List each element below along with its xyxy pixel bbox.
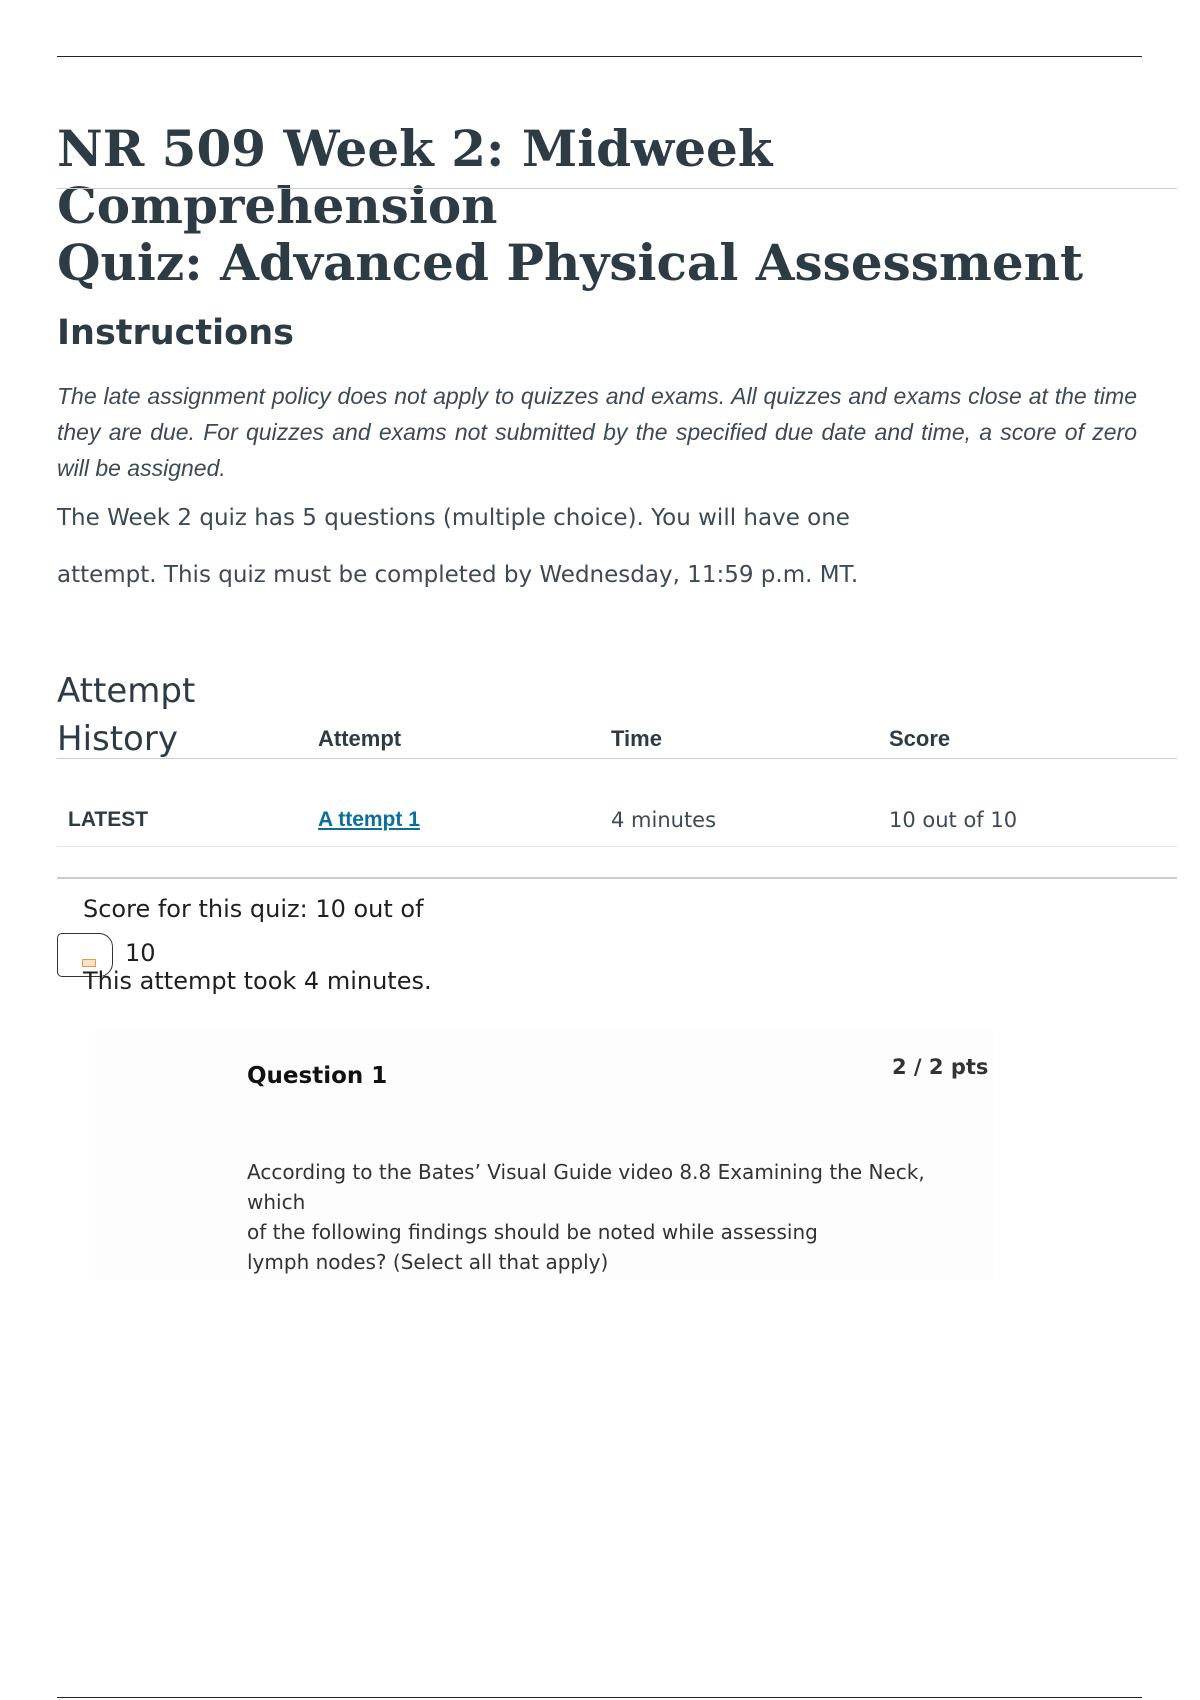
quiz-info-line-1: The Week 2 quiz has 5 questions (multiple choice). You will have one — [57, 505, 850, 531]
question-title: Question 1 — [247, 1063, 388, 1089]
quiz-score-total: 10 — [125, 939, 156, 967]
attempt-history-heading-line-1: Attempt — [57, 671, 196, 711]
page-title-line-2: Quiz: Advanced Physical Assessment — [57, 233, 1084, 292]
column-header-score: Score — [889, 726, 951, 751]
top-divider — [57, 56, 1142, 57]
question-text-line-1: According to the Bates’ Visual Guide video 8.8 Examining the Neck, which — [247, 1160, 925, 1214]
question-text-line-3: lymph nodes? (Select all that apply) — [247, 1250, 609, 1274]
question-text-line-2: of the following findings should be noted while assessing — [247, 1220, 818, 1244]
attempt-history-heading — [57, 667, 195, 763]
table-header-divider — [57, 758, 1177, 759]
late-policy-text: The late assignment policy does not apply to quizzes and exams. All quizzes and exams close at the time they are due. For quizzes and exams not submitted by the specified due date and time, a score of zero will be assigned. — [57, 383, 1137, 481]
attempt-1-link[interactable]: A ttempt 1 — [318, 808, 420, 831]
page-title — [57, 120, 1157, 291]
bottom-divider — [57, 1697, 1142, 1698]
latest-label: LATEST — [68, 808, 149, 831]
quiz-info-line-2: attempt. This quiz must be completed by Wednesday, 11:59 p.m. MT. — [57, 562, 859, 588]
attempt-score: 10 out of 10 — [889, 808, 1018, 832]
quiz-score-label: Score for this quiz: 10 out of — [83, 895, 424, 923]
question-text — [247, 1157, 987, 1277]
attempt-duration-text: This attempt took 4 minutes. — [83, 967, 432, 995]
column-header-time: Time — [611, 726, 662, 751]
attempt-history-heading-line-2: History — [57, 719, 178, 759]
attempt-time: 4 minutes — [611, 808, 717, 832]
question-points: 2 / 2 pts — [892, 1055, 989, 1079]
title-divider — [57, 188, 1177, 189]
instructions-heading: Instructions — [57, 313, 294, 353]
page-title-line-1: NR 509 Week 2: Midweek Comprehension — [57, 119, 773, 235]
column-header-attempt: Attempt — [318, 726, 402, 751]
table-row-divider — [57, 846, 1177, 847]
table-bottom-divider — [57, 877, 1177, 879]
